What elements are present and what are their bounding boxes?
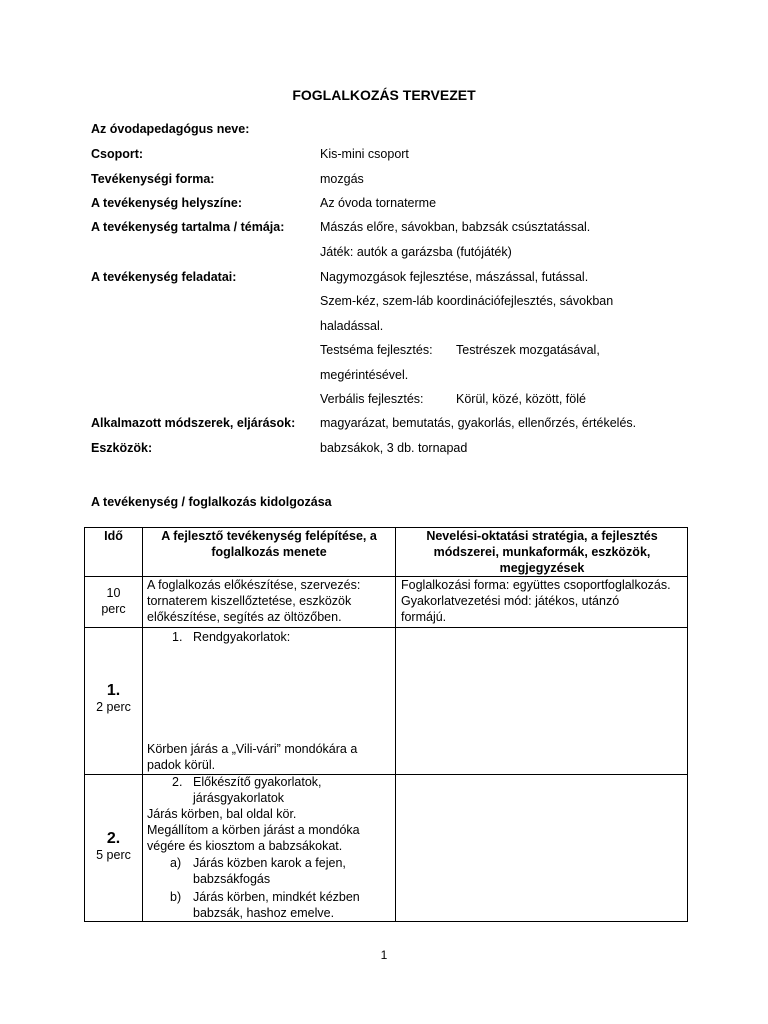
table-divider [395,528,396,921]
time-value: 2 perc [96,700,131,714]
column-header-line: A fejlesztő tevékenység felépítése, a [161,529,377,543]
activity-content-value: Játék: autók a garázsba (futójáték) [320,245,512,259]
row-time [85,683,142,715]
table-divider [85,627,687,628]
sublist-item [193,889,360,921]
row-activity [147,577,360,625]
activity-line: Körben járás a „Vili-vári” mondókára a [147,742,358,756]
activity-line: babzsákfogás [193,872,271,886]
activity-tasks-label: A tevékenység feladatai: [91,270,237,284]
activity-task-line: Testséma fejlesztés: [320,343,433,357]
time-value: 5 perc [96,848,131,862]
activity-place-value: Az óvoda tornaterme [320,196,437,210]
activity-task-line: Verbális fejlesztés: [320,392,424,406]
row-time [85,831,142,863]
activity-form-label: Tevékenységi forma: [91,172,215,186]
sublist-label: b) [170,890,182,904]
column-header-line: módszerei, munkaformák, eszközök, [433,545,651,559]
activity-line: padok körül. [147,758,216,772]
activity-form-value: mozgás [320,172,364,186]
step-number: 2. [106,830,121,847]
row-strategy [401,577,671,625]
row-activity [147,741,357,773]
activity-task-line: Szem-kéz, szem-láb koordinációfejlesztés, sávokban [320,294,614,308]
strategy-line: Gyakorlatvezetési mód: játékos, utánzó [401,594,620,608]
group-label: Csoport: [91,147,144,161]
column-header-line: megjegyzések [499,561,585,575]
activity-line: A foglalkozás előkészítése, szervezés: [147,578,361,592]
list-item-text [193,774,322,806]
methods-label: Alkalmazott módszerek, eljárások: [91,416,296,430]
tools-label: Eszközök: [91,441,153,455]
activity-task-line: Körül, közé, között, fölé [456,392,586,406]
activity-task-line: Nagymozgások fejlesztése, mászással, futással. [320,270,589,284]
activity-line: végére és kiosztom a babzsákokat. [147,839,343,853]
list-number: 2. [172,775,183,789]
row-activity [147,806,360,854]
activity-line: előkészítése, segítés az öltözőben. [147,610,342,624]
activity-task-line: Testrészek mozgatásával, [456,343,600,357]
column-header-time: Idő [104,529,123,543]
activity-line: Megállítom a körben járást a mondóka [147,823,360,837]
activity-line: járásgyakorlatok [193,791,285,805]
activity-task-line: megérintésével. [320,368,409,382]
column-header-line: Nevelési-oktatási stratégia, a fejlesztés [426,529,658,543]
group-value: Kis-mini csoport [320,147,409,161]
activity-line: Járás körben, bal oldal kör. [147,807,297,821]
tools-value: babzsákok, 3 db. tornapad [320,441,468,455]
list-number: 1. [172,630,183,644]
column-header-line: foglalkozás menete [211,545,327,559]
activity-table [84,527,688,922]
table-divider [142,528,143,921]
document-title: FOGLALKOZÁS TERVEZET [292,87,476,103]
activity-task-line: haladással. [320,319,384,333]
strategy-line: formájú. [401,610,447,624]
activity-line: Járás körben, mindkét kézben [193,890,360,904]
column-header-activity [143,528,395,560]
activity-line: babzsák, hashoz emelve. [193,906,335,920]
methods-value: magyarázat, bemutatás, gyakorlás, ellenőrzés, értékelés. [320,416,637,430]
page-number: 1 [380,948,388,962]
step-number: 1. [106,682,121,699]
sublist-item [193,855,346,887]
time-unit: perc [101,602,126,616]
activity-place-label: A tevékenység helyszíne: [91,196,242,210]
activity-content-value: Mászás előre, sávokban, babzsák csúsztatással. [320,220,591,234]
list-item-text: Rendgyakorlatok: [193,630,291,644]
column-header-strategy [396,528,688,576]
row-time [85,585,142,617]
activity-content-label: A tevékenység tartalma / témája: [91,220,285,234]
activity-line: Járás közben karok a fejen, [193,856,346,870]
sublist-label: a) [170,856,182,870]
time-value: 10 [106,586,121,600]
strategy-line: Foglalkozási forma: együttes csoportfoglalkozás. [401,578,671,592]
activity-line: tornaterem kiszellőztetése, eszközök [147,594,352,608]
section-title: A tevékenység / foglalkozás kidolgozása [91,495,332,509]
activity-line: Előkészítő gyakorlatok, [193,775,322,789]
teacher-name-label: Az óvodapedagógus neve: [91,122,250,136]
